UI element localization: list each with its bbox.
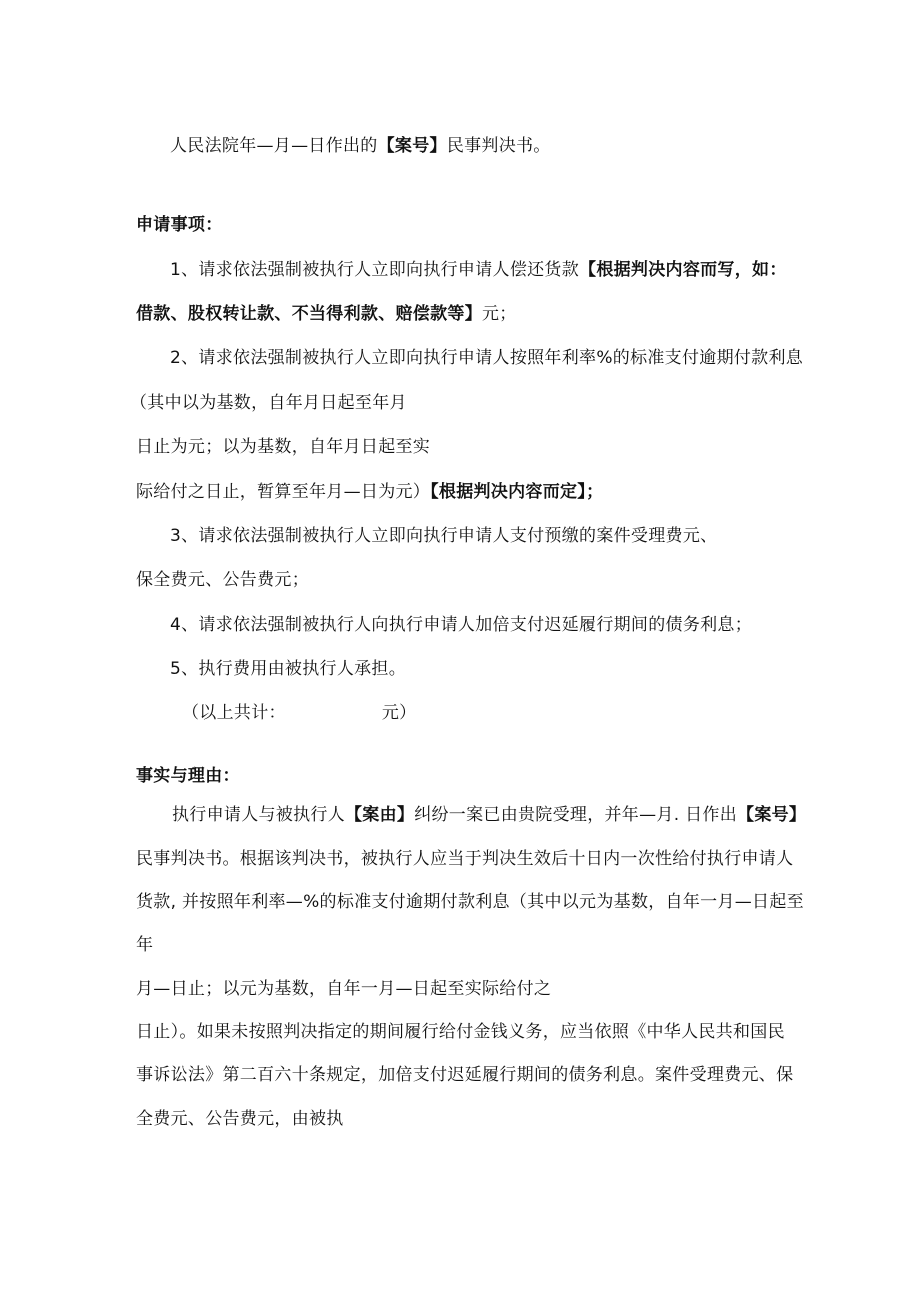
facts-text-a: 执行申请人与被执行人: [172, 805, 345, 825]
section-heading-facts: 事实与理由：: [136, 766, 240, 786]
item-1-line: [170, 258, 787, 282]
facts-line-8: 全费元、公告费元，由被执: [136, 1109, 344, 1129]
court-judgment-text: 人民法院年—月—日作出的: [170, 136, 378, 156]
text-line: [170, 134, 551, 158]
item-2-detail-3: [136, 480, 603, 504]
item-2-note: 【根据判决内容而定】；: [430, 482, 604, 502]
facts-line-5: 月—日止；以元为基数，自年一月—日起至实际给付之: [136, 979, 552, 999]
item-1-note: 【根据判决内容而写，如：: [579, 260, 787, 280]
item-4-line: 4、请求依法强制被执行人向执行申请人加倍支付迟延履行期间的债务利息；: [170, 615, 753, 635]
item-2-detail-text: 际给付之日止，暂算至年月—日为元）: [136, 482, 431, 502]
facts-line-7: 事诉讼法》第二百六十条规定，加倍支付迟延履行期间的债务利息。案件受理费元、保: [136, 1065, 794, 1085]
facts-line-4: 年: [136, 935, 154, 955]
item-3-continued: 保全费元、公告费元；: [136, 570, 309, 590]
section-heading-application: 申请事项：: [136, 215, 223, 235]
item-1-unit: 元；: [482, 304, 517, 324]
judgment-text: 民事判决书。: [446, 136, 551, 156]
total-unit: 元）: [381, 703, 417, 723]
item-3-line: 3、请求依法强制被执行人立即向执行申请人支付预缴的案件受理费元、: [170, 526, 718, 546]
case-number-placeholder-2: 【案号】: [737, 805, 807, 825]
total-label: （以上共计：: [182, 703, 286, 723]
facts-line-1: [172, 803, 806, 827]
total-line: [182, 701, 416, 725]
facts-line-2: 民事判决书。根据该判决书，被执行人应当于判决生效后十日内一次性给付执行申请人: [136, 849, 794, 869]
item-1-continued: [136, 302, 517, 326]
facts-line-6: 日止）。如果未按照判决指定的期间履行给付金钱义务，应当依照《中华人民共和国民: [136, 1022, 785, 1042]
item-5-line: 5、执行费用由被执行人承担。: [170, 659, 407, 679]
facts-line-3: 货款, 并按照年利率—%的标准支付逾期付款利息（其中以元为基数，自年一月—日起至: [136, 892, 804, 912]
facts-text-b: 纠纷一案已由贵院受理，并年—月. 日作出: [414, 805, 738, 825]
item-2-detail-2: 日止为元；以为基数，自年月日起至实: [136, 437, 431, 457]
cause-placeholder: 【案由】: [345, 805, 415, 825]
case-number-placeholder: 【案号】: [377, 136, 447, 156]
item-1-text: 1、请求依法强制被执行人立即向执行申请人偿还货款: [170, 260, 580, 280]
item-2-detail-1: （其中以为基数，自年月日起至年月: [130, 393, 407, 413]
item-2-line: 2、请求依法强制被执行人立即向执行申请人按照年利率%的标准支付逾期付款利息: [170, 348, 804, 368]
item-1-note-continued: 借款、股权转让款、不当得利款、赔偿款等】: [136, 304, 482, 324]
